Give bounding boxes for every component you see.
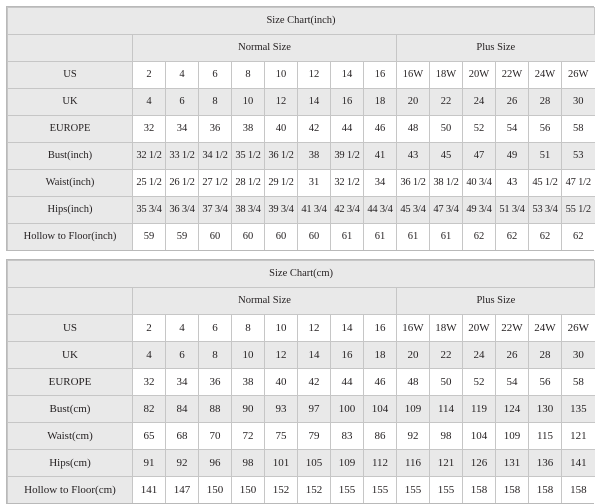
cell: 130 — [529, 396, 562, 423]
cell: 8 — [199, 89, 232, 116]
cell: 38 — [298, 143, 331, 170]
cell: 33 1/2 — [166, 143, 199, 170]
cell: 158 — [562, 477, 595, 504]
cell: 155 — [430, 477, 463, 504]
cell: 62 — [463, 224, 496, 251]
cell: 53 3/4 — [529, 197, 562, 224]
cell: 35 1/2 — [232, 143, 265, 170]
cell: 30 — [562, 342, 595, 369]
group-header-plus-size: Plus Size — [397, 35, 595, 62]
cell: 109 — [397, 396, 430, 423]
cell: 88 — [199, 396, 232, 423]
cell: 27 1/2 — [199, 170, 232, 197]
cell: 32 — [133, 369, 166, 396]
cell: 124 — [496, 396, 529, 423]
cell: 20 — [397, 89, 430, 116]
cell: 16 — [331, 89, 364, 116]
cell: 24W — [529, 62, 562, 89]
cell: 158 — [496, 477, 529, 504]
cell: 42 — [298, 369, 331, 396]
cell: 22W — [496, 315, 529, 342]
row-label-bust: Bust(cm) — [8, 396, 133, 423]
table-row — [8, 116, 595, 143]
cell: 34 — [166, 116, 199, 143]
cell: 56 — [529, 369, 562, 396]
cm-size-chart — [6, 259, 594, 504]
cell: 10 — [265, 315, 298, 342]
table-row — [8, 342, 595, 369]
row-label-waist: Waist(cm) — [8, 423, 133, 450]
row-label-europe: EUROPE — [8, 116, 133, 143]
cell: 34 — [364, 170, 397, 197]
cell: 32 1/2 — [331, 170, 364, 197]
cell: 8 — [232, 315, 265, 342]
cell: 10 — [232, 89, 265, 116]
cell: 12 — [298, 315, 331, 342]
corner-cell — [8, 288, 133, 315]
cell: 114 — [430, 396, 463, 423]
cell: 60 — [298, 224, 331, 251]
cell: 31 — [298, 170, 331, 197]
cell: 47 3/4 — [430, 197, 463, 224]
cell: 98 — [430, 423, 463, 450]
table-row — [8, 89, 595, 116]
group-header-row — [8, 288, 595, 315]
cell: 24W — [529, 315, 562, 342]
cell: 20W — [463, 315, 496, 342]
group-header-normal-size: Normal Size — [133, 288, 397, 315]
cell: 141 — [562, 450, 595, 477]
table-row — [8, 423, 595, 450]
cell: 92 — [166, 450, 199, 477]
table-row — [8, 143, 595, 170]
cell: 150 — [199, 477, 232, 504]
cell: 4 — [166, 315, 199, 342]
table-row — [8, 396, 595, 423]
inch-size-chart — [6, 6, 594, 251]
cell: 26W — [562, 62, 595, 89]
cell: 41 3/4 — [298, 197, 331, 224]
cell: 70 — [199, 423, 232, 450]
table-row — [8, 224, 595, 251]
row-label-hollow-to-floor: Hollow to Floor(cm) — [8, 477, 133, 504]
cell: 43 — [496, 170, 529, 197]
row-label-hips: Hips(inch) — [8, 197, 133, 224]
cell: 121 — [562, 423, 595, 450]
cell: 45 1/2 — [529, 170, 562, 197]
cell: 51 3/4 — [496, 197, 529, 224]
cell: 28 — [529, 342, 562, 369]
cell: 104 — [463, 423, 496, 450]
cell: 136 — [529, 450, 562, 477]
cell: 16 — [331, 342, 364, 369]
cell: 34 1/2 — [199, 143, 232, 170]
cell: 14 — [331, 315, 364, 342]
cell: 26 — [496, 342, 529, 369]
cell: 49 — [496, 143, 529, 170]
cell: 42 — [298, 116, 331, 143]
cell: 58 — [562, 369, 595, 396]
cell: 158 — [463, 477, 496, 504]
cell: 36 1/2 — [397, 170, 430, 197]
cell: 141 — [133, 477, 166, 504]
cell: 152 — [265, 477, 298, 504]
cell: 35 3/4 — [133, 197, 166, 224]
cell: 39 1/2 — [331, 143, 364, 170]
cell: 40 — [265, 116, 298, 143]
cell: 47 1/2 — [562, 170, 595, 197]
row-label-bust: Bust(inch) — [8, 143, 133, 170]
cell: 12 — [298, 62, 331, 89]
cell: 54 — [496, 116, 529, 143]
cell: 79 — [298, 423, 331, 450]
cell: 38 3/4 — [232, 197, 265, 224]
cell: 90 — [232, 396, 265, 423]
cell: 155 — [397, 477, 430, 504]
cell: 25 1/2 — [133, 170, 166, 197]
cell: 30 — [562, 89, 595, 116]
cell: 32 — [133, 116, 166, 143]
row-label-uk: UK — [8, 89, 133, 116]
cell: 12 — [265, 342, 298, 369]
row-label-us: US — [8, 315, 133, 342]
cell: 32 1/2 — [133, 143, 166, 170]
group-header-plus-size: Plus Size — [397, 288, 595, 315]
cell: 84 — [166, 396, 199, 423]
row-label-hips: Hips(cm) — [8, 450, 133, 477]
cell: 39 3/4 — [265, 197, 298, 224]
cell: 44 — [331, 369, 364, 396]
cell: 46 — [364, 116, 397, 143]
cell: 50 — [430, 369, 463, 396]
cell: 119 — [463, 396, 496, 423]
cell: 131 — [496, 450, 529, 477]
table-row — [8, 62, 595, 89]
cell: 10 — [265, 62, 298, 89]
cell: 116 — [397, 450, 430, 477]
cell: 8 — [199, 342, 232, 369]
cell: 46 — [364, 369, 397, 396]
cell: 61 — [430, 224, 463, 251]
cell: 4 — [133, 342, 166, 369]
row-label-europe: EUROPE — [8, 369, 133, 396]
group-header-row — [8, 35, 595, 62]
cell: 22 — [430, 89, 463, 116]
cell: 59 — [166, 224, 199, 251]
cell: 36 — [199, 116, 232, 143]
table-row — [8, 450, 595, 477]
cell: 105 — [298, 450, 331, 477]
cell: 37 3/4 — [199, 197, 232, 224]
cell: 61 — [364, 224, 397, 251]
cell: 50 — [430, 116, 463, 143]
cell: 26 — [496, 89, 529, 116]
cm-size-table — [7, 260, 595, 503]
cell: 112 — [364, 450, 397, 477]
cell: 65 — [133, 423, 166, 450]
cell: 100 — [331, 396, 364, 423]
cell: 43 — [397, 143, 430, 170]
cell: 44 3/4 — [364, 197, 397, 224]
cell: 38 — [232, 369, 265, 396]
table-row — [8, 315, 595, 342]
table-row — [8, 369, 595, 396]
cell: 62 — [562, 224, 595, 251]
cell: 52 — [463, 369, 496, 396]
table-row — [8, 197, 595, 224]
cell: 18W — [430, 62, 463, 89]
cell: 16 — [364, 62, 397, 89]
cell: 20 — [397, 342, 430, 369]
cell: 4 — [166, 62, 199, 89]
cell: 61 — [331, 224, 364, 251]
cell: 155 — [331, 477, 364, 504]
cell: 38 1/2 — [430, 170, 463, 197]
cell: 12 — [265, 89, 298, 116]
inch-size-table — [7, 7, 595, 250]
cell: 34 — [166, 369, 199, 396]
cell: 14 — [298, 89, 331, 116]
cell: 109 — [496, 423, 529, 450]
cell: 135 — [562, 396, 595, 423]
cell: 41 — [364, 143, 397, 170]
cell: 60 — [232, 224, 265, 251]
cell: 42 3/4 — [331, 197, 364, 224]
cell: 59 — [133, 224, 166, 251]
cell: 28 — [529, 89, 562, 116]
cell: 28 1/2 — [232, 170, 265, 197]
table-row — [8, 170, 595, 197]
cell: 68 — [166, 423, 199, 450]
cell: 40 3/4 — [463, 170, 496, 197]
chart-title: Size Chart(inch) — [8, 8, 595, 35]
cell: 98 — [232, 450, 265, 477]
cell: 24 — [463, 342, 496, 369]
cell: 6 — [166, 89, 199, 116]
cell: 92 — [397, 423, 430, 450]
cell: 60 — [265, 224, 298, 251]
cell: 82 — [133, 396, 166, 423]
cell: 45 3/4 — [397, 197, 430, 224]
cell: 56 — [529, 116, 562, 143]
cell: 36 1/2 — [265, 143, 298, 170]
cell: 6 — [199, 62, 232, 89]
cell: 49 3/4 — [463, 197, 496, 224]
cell: 150 — [232, 477, 265, 504]
cell: 62 — [496, 224, 529, 251]
cell: 8 — [232, 62, 265, 89]
cell: 86 — [364, 423, 397, 450]
cell: 6 — [166, 342, 199, 369]
cell: 16W — [397, 62, 430, 89]
corner-cell — [8, 35, 133, 62]
row-label-waist: Waist(inch) — [8, 170, 133, 197]
cell: 115 — [529, 423, 562, 450]
cell: 158 — [529, 477, 562, 504]
cell: 48 — [397, 116, 430, 143]
cell: 147 — [166, 477, 199, 504]
cell: 22W — [496, 62, 529, 89]
cell: 29 1/2 — [265, 170, 298, 197]
cell: 62 — [529, 224, 562, 251]
cell: 10 — [232, 342, 265, 369]
cell: 2 — [133, 315, 166, 342]
title-row — [8, 261, 595, 288]
cell: 18W — [430, 315, 463, 342]
cell: 6 — [199, 315, 232, 342]
chart-title: Size Chart(cm) — [8, 261, 595, 288]
cell: 121 — [430, 450, 463, 477]
cell: 14 — [298, 342, 331, 369]
cell: 16W — [397, 315, 430, 342]
table-row — [8, 477, 595, 504]
cell: 152 — [298, 477, 331, 504]
cell: 72 — [232, 423, 265, 450]
cell: 4 — [133, 89, 166, 116]
cell: 16 — [364, 315, 397, 342]
cell: 75 — [265, 423, 298, 450]
cell: 55 1/2 — [562, 197, 595, 224]
cell: 52 — [463, 116, 496, 143]
cell: 93 — [265, 396, 298, 423]
cell: 22 — [430, 342, 463, 369]
cell: 97 — [298, 396, 331, 423]
cell: 2 — [133, 62, 166, 89]
cell: 26 1/2 — [166, 170, 199, 197]
cell: 104 — [364, 396, 397, 423]
cell: 20W — [463, 62, 496, 89]
cell: 109 — [331, 450, 364, 477]
cell: 36 3/4 — [166, 197, 199, 224]
cell: 101 — [265, 450, 298, 477]
title-row — [8, 8, 595, 35]
cell: 36 — [199, 369, 232, 396]
row-label-us: US — [8, 62, 133, 89]
cell: 126 — [463, 450, 496, 477]
cell: 96 — [199, 450, 232, 477]
cell: 91 — [133, 450, 166, 477]
cell: 61 — [397, 224, 430, 251]
group-header-normal-size: Normal Size — [133, 35, 397, 62]
cell: 51 — [529, 143, 562, 170]
cell: 26W — [562, 315, 595, 342]
cell: 44 — [331, 116, 364, 143]
cell: 14 — [331, 62, 364, 89]
cell: 83 — [331, 423, 364, 450]
cell: 18 — [364, 342, 397, 369]
cell: 47 — [463, 143, 496, 170]
cell: 54 — [496, 369, 529, 396]
cell: 155 — [364, 477, 397, 504]
cell: 58 — [562, 116, 595, 143]
cell: 45 — [430, 143, 463, 170]
cell: 38 — [232, 116, 265, 143]
cell: 40 — [265, 369, 298, 396]
cell: 24 — [463, 89, 496, 116]
row-label-uk: UK — [8, 342, 133, 369]
cell: 18 — [364, 89, 397, 116]
cell: 60 — [199, 224, 232, 251]
cell: 48 — [397, 369, 430, 396]
row-label-hollow-to-floor: Hollow to Floor(inch) — [8, 224, 133, 251]
cell: 53 — [562, 143, 595, 170]
